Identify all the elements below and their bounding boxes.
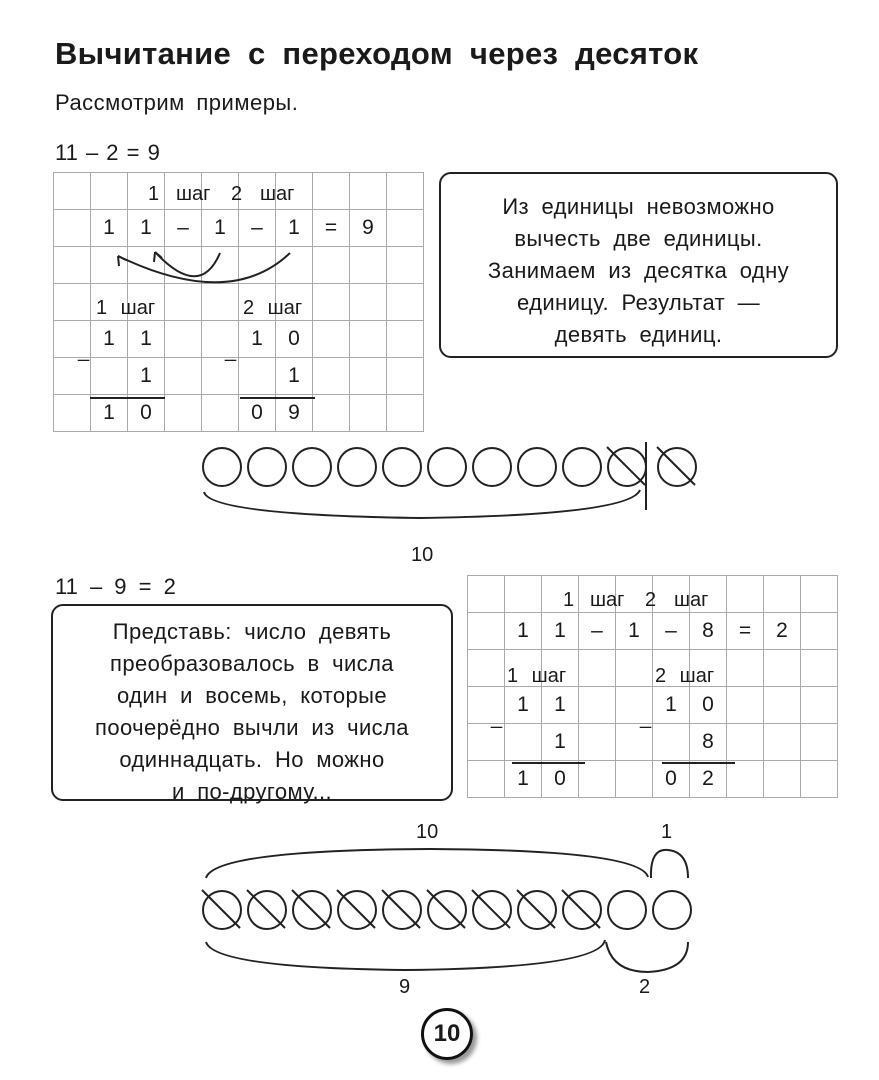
grid-cell: 1 [239,321,276,358]
grid-cell: 1 [128,358,165,395]
grid-cell: 1 [128,210,165,247]
counters-row-1 [203,447,696,486]
grid-cell: 1 [542,613,579,650]
counter-circle [248,448,286,486]
grid-cell: 8 [690,724,727,761]
counter-circle [203,448,241,486]
grid1-minus-2: _ [225,340,237,362]
grid1-header-shag2: шаг [260,183,295,205]
arrowhead-icon [154,252,162,262]
explanation-line: один и восемь, которые [116,683,388,708]
grid-cell: – [653,613,690,650]
counters2-label-top-left: 10 [416,821,439,843]
grid2-step1-label: 1 шаг [507,665,567,687]
counter-circle [293,448,331,486]
grid-cell: 1 [542,687,579,724]
grid-cell: = [727,613,764,650]
arrowhead-icon [118,256,126,266]
grid2-step2-label: 2 шаг [655,665,715,687]
counters-row-2 [202,890,691,929]
grid-cell: 1 [505,761,542,798]
brace-top-1 [651,850,688,878]
grid-cell: 2 [764,613,801,650]
page-number: 10 [421,1008,473,1060]
explanation-line: преобразовалось в числа [110,651,394,676]
example1-equation: 11 – 2 = 9 [55,140,160,165]
grid-cell: 1 [202,210,239,247]
grid2-header-2: 2 [645,589,657,611]
grid1-header-shag1: шаг [176,183,211,205]
grid2-header-shag2: шаг [674,589,709,611]
counters2-label-bottom-left: 9 [399,976,411,998]
grid2-minus-1: _ [491,707,503,729]
grid-cell: 2 [690,761,727,798]
counter-circle [653,891,691,929]
explanation-line: и по-другому... [172,779,332,804]
counters2-label-top-right: 1 [661,821,673,843]
page-title: Вычитание с переходом через десяток [55,36,699,71]
grid-cell: 8 [690,613,727,650]
explanation-line: девять единиц. [554,322,723,347]
counters1-brace-label: 10 [411,544,434,566]
example2-equation: 11 – 9 = 2 [55,574,176,599]
grid-cell: 1 [276,358,313,395]
grid-cell: 1 [505,687,542,724]
grid2-minus-2: _ [640,707,652,729]
brace-bottom-9 [206,940,605,970]
grid-cell: – [579,613,616,650]
grid-cell: 1 [616,613,653,650]
grid-cell: 1 [128,321,165,358]
grid1-minus-1: _ [78,340,90,362]
brace-10 [204,490,640,518]
grid-cell: 1 [91,321,128,358]
grid-cell: 0 [653,761,690,798]
explanation-line: Из единицы невозможно [502,194,775,219]
grid-cell: – [165,210,202,247]
grid-cell: – [239,210,276,247]
arrow-step2 [118,253,290,282]
grid-cell: 0 [239,395,276,432]
counter-circle [473,448,511,486]
counter-circle [338,448,376,486]
grid1-step2-label: 2 шаг [243,297,303,319]
explanation-line: вычесть две единицы. [514,226,763,251]
grid-cell: 1 [505,613,542,650]
grid-cell: 0 [128,395,165,432]
grid-cell: 9 [350,210,387,247]
explanation-line: единицу. Результат — [516,290,761,315]
grid-cell: = [313,210,350,247]
counters2-label-bottom-right: 2 [639,976,651,998]
counter-circle [563,448,601,486]
brace-top-10 [206,849,648,878]
grid-cell: 1 [91,210,128,247]
counter-circle [428,448,466,486]
brace-bottom-2 [606,942,688,972]
explanation-line: поочерёдно вычли из числа [95,715,409,740]
grid-cell: 1 [653,687,690,724]
explanation-line: одиннадцать. Но можно [119,747,385,772]
grid1-header-1: 1 [148,183,160,205]
grid-cell: 0 [542,761,579,798]
grid-cell: 9 [276,395,313,432]
grid-cell: 0 [276,321,313,358]
grid-cell: 1 [91,395,128,432]
intro-text: Рассмотрим примеры. [55,90,299,115]
grid-cell: 0 [690,687,727,724]
grid-cell: 1 [542,724,579,761]
grid-cell: 1 [276,210,313,247]
grid1-header-2: 2 [231,183,243,205]
counter-circle [518,448,556,486]
explanation-line: Занимаем из десятка одну [487,258,790,283]
counter-circle [608,891,646,929]
grid1-step1-label: 1 шаг [96,297,156,319]
grid2-header-shag1: шаг [590,589,625,611]
arrow-step1 [155,252,220,276]
explanation-line: Представь: число девять [112,619,392,644]
grid2-header-1: 1 [563,589,575,611]
counter-circle [383,448,421,486]
